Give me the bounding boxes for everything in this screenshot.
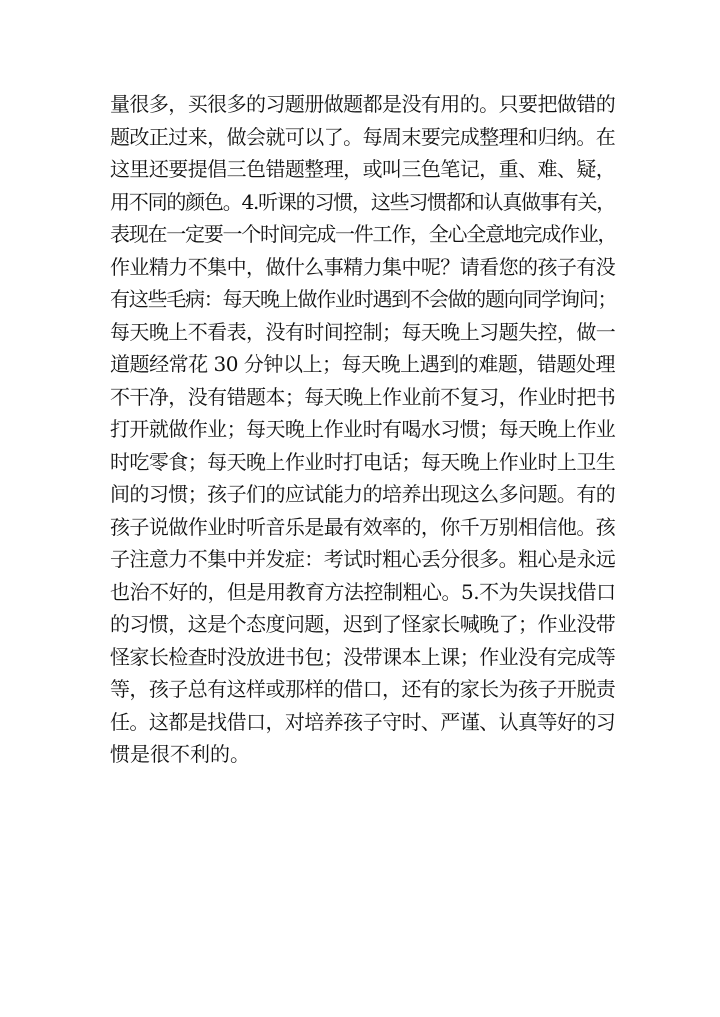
text-line-4: 用不同的颜色。4.听课的习惯，这些习惯都和认真做事有关， — [110, 189, 615, 214]
text-line-2: 题改正过来，做会就可以了。每周末要完成整理和归纳。在 — [110, 124, 615, 149]
text-line-3: 这里还要提倡三色错题整理，或叫三色笔记，重、难、疑， — [110, 157, 615, 181]
text-line-13: 间的习惯；孩子们的应试能力的培养出现这么多问题。有的 — [110, 482, 615, 506]
text-line-10: 不干净，没有错题本；每天晚上作业前不复习，作业时把书 — [110, 384, 615, 409]
text-line-5: 表现在一定要一个时间完成一件工作，全心全意地完成作业， — [110, 222, 617, 246]
text-line-17: 的习惯，这是个态度问题，迟到了怪家长喊晚了；作业没带 — [110, 612, 615, 636]
text-line-21: 惯是很不利的。 — [110, 742, 250, 766]
text-line-12: 时吃零食；每天晚上作业时打电话；每天晚上作业时上卫生 — [110, 449, 615, 474]
text-line-7: 有这些毛病：每天晚上做作业时遇到不会做的题向同学询问； — [110, 287, 617, 311]
body-text — [110, 88, 615, 771]
text-line-11: 打开就做作业；每天晚上作业时有喝水习惯；每天晚上作业 — [110, 417, 615, 441]
text-line-15: 子注意力不集中并发症：考试时粗心丢分很多。粗心是永远 — [110, 547, 615, 571]
text-line-20: 任。这都是找借口，对培养孩子守时、严谨、认真等好的习 — [110, 709, 615, 734]
text-line-19: 等，孩子总有这样或那样的借口，还有的家长为孩子开脱责 — [110, 677, 615, 701]
text-line-16: 也治不好的，但是用教育方法控制粗心。5.不为失误找借口 — [110, 579, 616, 604]
text-line-14: 孩子说做作业时听音乐是最有效率的，你千万别相信他。孩 — [110, 514, 615, 539]
text-line-8: 每天晚上不看表，没有时间控制；每天晚上习题失控，做一 — [110, 319, 615, 344]
text-line-6: 作业精力不集中，做什么事精力集中呢？请看您的孩子有没 — [110, 254, 615, 279]
text-line-1: 量很多，买很多的习题册做题都是没有用的。只要把做错的 — [110, 92, 615, 116]
text-line-9: 道题经常花 30 分钟以上；每天晚上遇到的难题，错题处理 — [110, 352, 615, 376]
text-line-18: 怪家长检查时没放进书包；没带课本上课；作业没有完成等 — [110, 644, 615, 669]
